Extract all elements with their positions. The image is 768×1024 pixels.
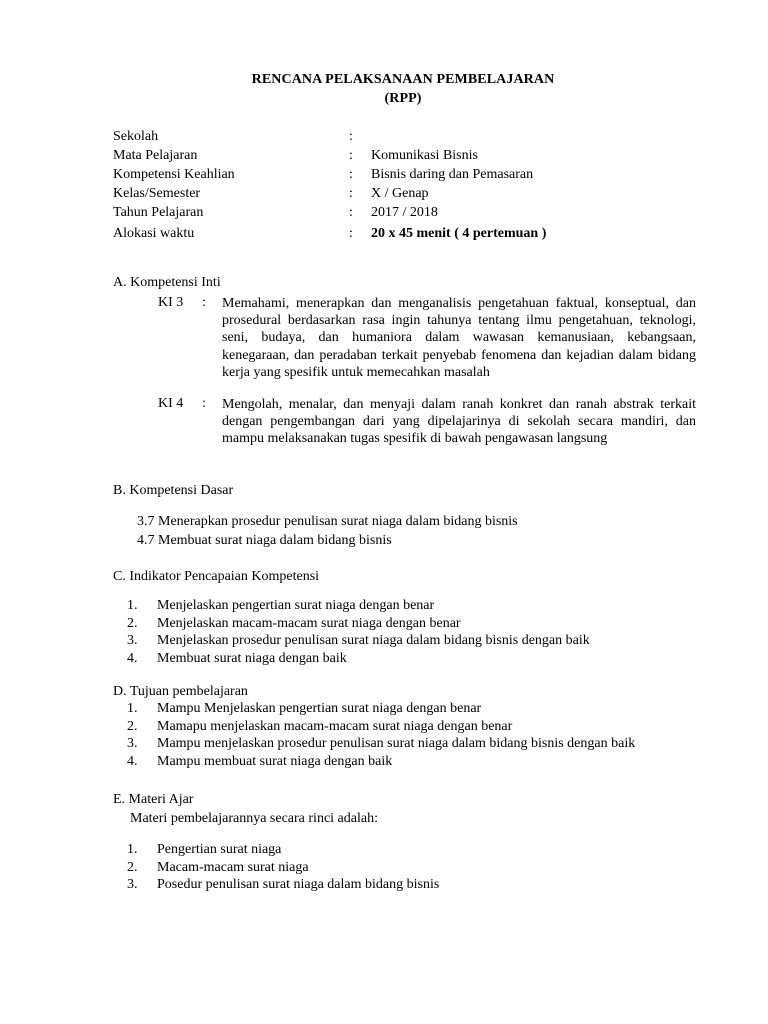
document-subtitle: (RPP): [384, 91, 422, 106]
list-item: [127, 700, 635, 718]
kd-item-4-7: 4.7 Membuat surat niaga dalam bidang bisnis: [137, 533, 392, 548]
ki3-colon: :: [202, 295, 206, 310]
ki4-code: KI 4: [158, 396, 184, 411]
document-title: RENCANA PELAKSANAAN PEMBELAJARAN: [251, 72, 555, 87]
list-text: Mampu menjelaskan prosedur penulisan surat niaga dalam bidang bisnis dengan baik: [157, 736, 636, 751]
list-text: Menjelaskan prosedur penulisan surat niaga dalam bidang bisnis dengan baik: [157, 633, 590, 648]
list-item: [127, 859, 439, 877]
list-number: 2.: [127, 615, 138, 631]
list-item: [127, 632, 590, 650]
list-number: 2.: [127, 859, 138, 875]
info-value: X / Genap: [371, 186, 429, 201]
objective-list: [127, 700, 635, 770]
list-number: 4.: [127, 650, 138, 666]
info-label: Kompetensi Keahlian: [113, 167, 235, 182]
list-item: [127, 650, 590, 668]
info-colon: :: [349, 186, 353, 201]
list-number: 1.: [127, 598, 138, 613]
section-c-heading: C. Indikator Pencapaian Kompetensi: [113, 569, 320, 584]
ki3-code: KI 3: [158, 295, 184, 310]
list-text: Macam-macam surat niaga: [157, 859, 309, 875]
list-item: [127, 735, 635, 753]
info-label: Tahun Pelajaran: [113, 205, 204, 220]
section-e-intro: Materi pembelajarannya secara rinci adalah:: [130, 811, 378, 826]
info-label: Alokasi waktu: [113, 226, 195, 241]
list-number: 3.: [127, 736, 138, 751]
list-text: Menjelaskan pengertian surat niaga dengan benar: [157, 598, 435, 613]
section-d-heading: D. Tujuan pembelajaran: [113, 684, 248, 699]
info-colon: :: [349, 167, 353, 182]
info-colon: :: [349, 148, 353, 163]
list-item: [127, 753, 635, 771]
list-number: 1.: [127, 842, 138, 857]
list-number: 2.: [127, 718, 138, 734]
info-value: Komunikasi Bisnis: [371, 148, 478, 163]
ki4-text: Mengolah, menalar, dan menyaji dalam ranah konkret dan ranah abstrak terkait dengan pengembangan dari yang dipelajarinya di sekolah secara mandiri, dan mampu melaksanakan tugas spesifik di bawah pengawasan langsung: [222, 397, 696, 447]
list-text: Menjelaskan macam-macam surat niaga dengan benar: [157, 615, 461, 631]
list-text: Mampu Menjelaskan pengertian surat niaga dengan benar: [157, 701, 482, 716]
ki4-colon: :: [202, 396, 206, 411]
indicator-list: [127, 597, 590, 667]
list-number: 3.: [127, 877, 138, 892]
info-value: 2017 / 2018: [371, 205, 438, 220]
section-e-heading: E. Materi Ajar: [113, 792, 194, 807]
info-value: Bisnis daring dan Pemasaran: [371, 167, 534, 182]
list-item: [127, 841, 439, 859]
list-text: Mampu membuat surat niaga dengan baik: [157, 753, 393, 769]
list-item: [127, 718, 635, 736]
section-b-heading: B. Kompetensi Dasar: [113, 483, 234, 498]
info-label: Kelas/Semester: [113, 186, 201, 201]
info-row-sekolah: [0, 127, 768, 147]
info-row-kompetensi-keahlian: [0, 165, 768, 185]
list-number: 3.: [127, 633, 138, 648]
info-label: Mata Pelajaran: [113, 148, 198, 163]
list-item: [127, 597, 590, 615]
list-text: Pengertian surat niaga: [157, 842, 282, 857]
info-row-kelas-semester: [0, 184, 768, 204]
list-number: 1.: [127, 701, 138, 716]
kd-item-3-7: 3.7 Menerapkan prosedur penulisan surat niaga dalam bidang bisnis: [137, 514, 518, 529]
info-colon: :: [349, 226, 353, 241]
ki3-text: Memahami, menerapkan dan menganalisis pengetahuan faktual, konseptual, dan prosedural berdasarkan rasa ingin tahunya tentang ilmu pengetahuan, teknologi, seni, budaya, dan humaniora dalam wawasan kemanusiaan, kebangsaan, kenegaraan, dan peradaban terkait penyebab fenomena dan kejadian dalam bidang kerja yang spesifik untuk memecahkan masalah: [222, 296, 696, 380]
list-text: Membuat surat niaga dengan baik: [157, 650, 347, 666]
list-text: Mamapu menjelaskan macam-macam surat niaga dengan benar: [157, 718, 513, 734]
list-text: Posedur penulisan surat niaga dalam bidang bisnis: [157, 877, 440, 892]
list-item: [127, 615, 590, 633]
list-number: 4.: [127, 753, 138, 769]
info-value: 20 x 45 menit ( 4 pertemuan ): [371, 226, 547, 241]
section-a-heading: A. Kompetensi Inti: [113, 275, 221, 290]
list-item: [127, 876, 439, 894]
info-label: Sekolah: [113, 129, 159, 144]
info-row-mata-pelajaran: [0, 146, 768, 166]
info-row-tahun-pelajaran: [0, 203, 768, 223]
material-list: [127, 841, 439, 894]
info-colon: :: [349, 129, 353, 144]
info-row-alokasi-waktu: [0, 224, 768, 244]
info-colon: :: [349, 205, 353, 220]
